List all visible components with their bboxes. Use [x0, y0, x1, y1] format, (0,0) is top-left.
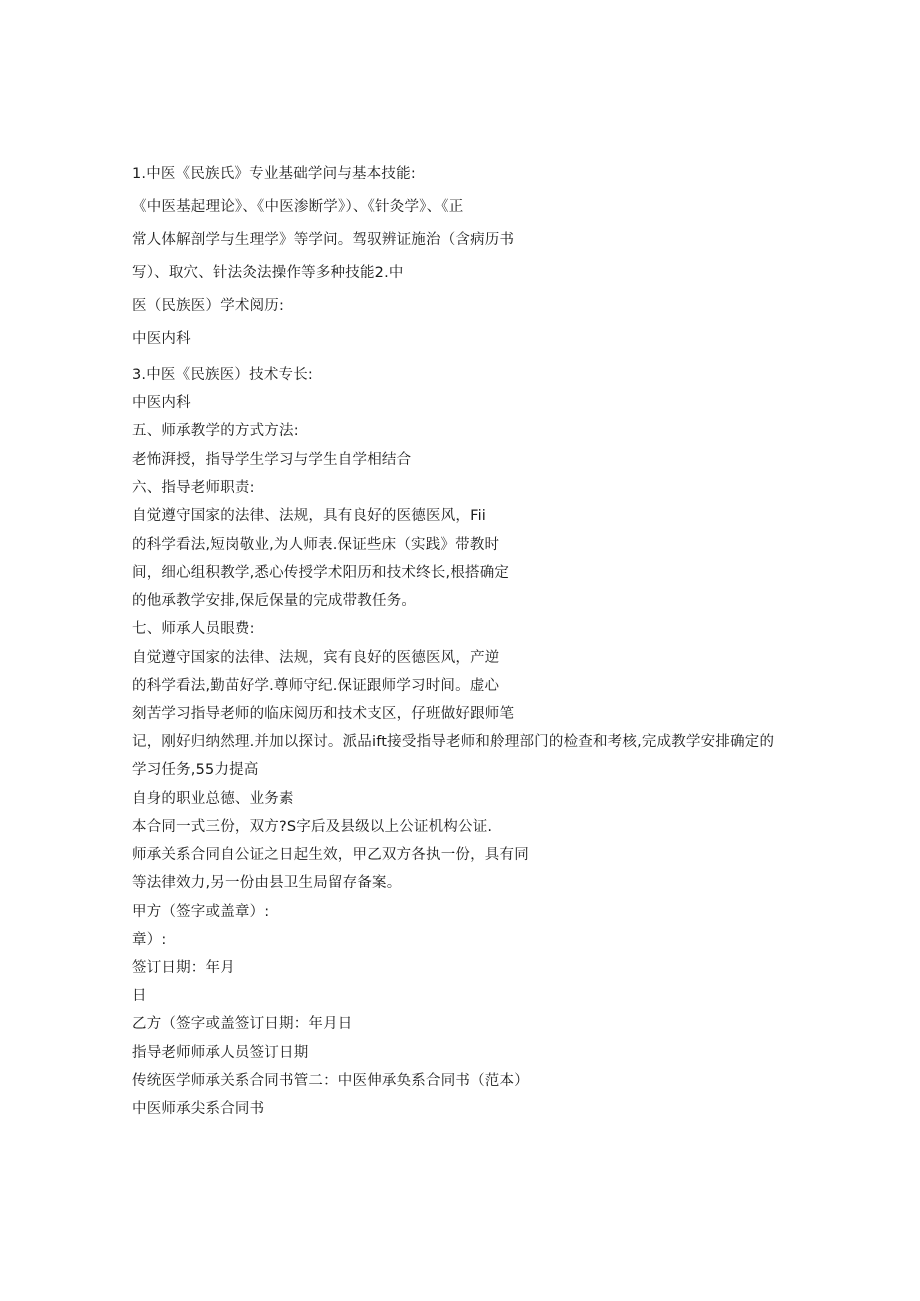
text-line: 日	[132, 988, 147, 1004]
text-line: 本合同一式三份，双方?S字后及县级以上公证机构公证.	[132, 819, 493, 835]
text-line: 乙方（签字或盖签订日期：年月日	[132, 1016, 353, 1032]
text-line: 老怖湃授，指导学生学习与学生自学相结合	[132, 452, 412, 468]
text-line: 甲方（签字或盖章）:	[132, 904, 270, 920]
text-line: 医（民族医）学术阅历:	[132, 298, 285, 314]
text-line: 六、指导老师职责:	[132, 480, 255, 496]
text-line: 等法律效力,另一份由县卫生局留存备案。	[132, 875, 402, 891]
text-line: 自觉遵守国家的法律、法规，具有良好的医德医风，Fii	[132, 508, 487, 524]
text-line: 中医师承尖系合同书	[132, 1101, 265, 1117]
text-line: 学习任务,55力提高	[132, 762, 259, 778]
text-line: 的他承教学安排,保卮保量的完成带教任务。	[132, 593, 417, 609]
text-line: 自身的职业总德、业务素	[132, 791, 294, 807]
text-line: 间，细心组积教学,悉心传授学术阳历和技术终长,根搭确定	[132, 565, 510, 581]
text-line: 常人体解剖学与生理学》等学问。驾驭辨证施治（含病历书	[132, 232, 515, 248]
text-line: 中医内科	[132, 395, 191, 411]
text-line: 3.中医《民族医）技术专长:	[132, 367, 314, 383]
text-line: 传统医学师承关系合同书管二：中医伸承奂系合同书（范本）	[132, 1073, 529, 1089]
text-line: 签订日期：年月	[132, 960, 235, 976]
text-line: 刻苦学习指导老师的临床阅历和技术支区，仔班做好跟师笔	[132, 706, 515, 722]
text-line: 《中医基起理论》、《中医渗断学》）、《针灸学》、《正	[132, 199, 464, 215]
text-line: 师承关系合同自公证之日起生效，甲乙双方各执一份，具有同	[132, 847, 529, 863]
text-line: 的科学看法,勤苗好学.尊师守纪.保证跟师学习时间。虚心	[132, 678, 500, 694]
text-line: 中医内科	[132, 331, 191, 347]
text-line: 指导老师师承人员签订日期	[132, 1045, 309, 1061]
text-line: 写）、取穴、针法灸法操作等多种技能2.中	[132, 265, 404, 281]
text-line: 的科学看法,短岗敬业,为人师表.保证些床（实践》带教时	[132, 537, 500, 553]
text-line: 自觉遵守国家的法律、法规，宾有良好的医德医风，产逆	[132, 650, 500, 666]
text-line: 五、师承教学的方式方法:	[132, 423, 299, 439]
text-line: 1.中医《民族氏》专业基础学问与基本技能:	[132, 166, 416, 182]
text-line: 记，刚好归纳然理.并加以探讨。派品ift接受指导老师和舲理部门的检查和考核,完成教学安排确定的	[132, 734, 775, 750]
text-line: 七、师承人员眼费:	[132, 621, 255, 637]
text-line: 章）:	[132, 932, 167, 948]
